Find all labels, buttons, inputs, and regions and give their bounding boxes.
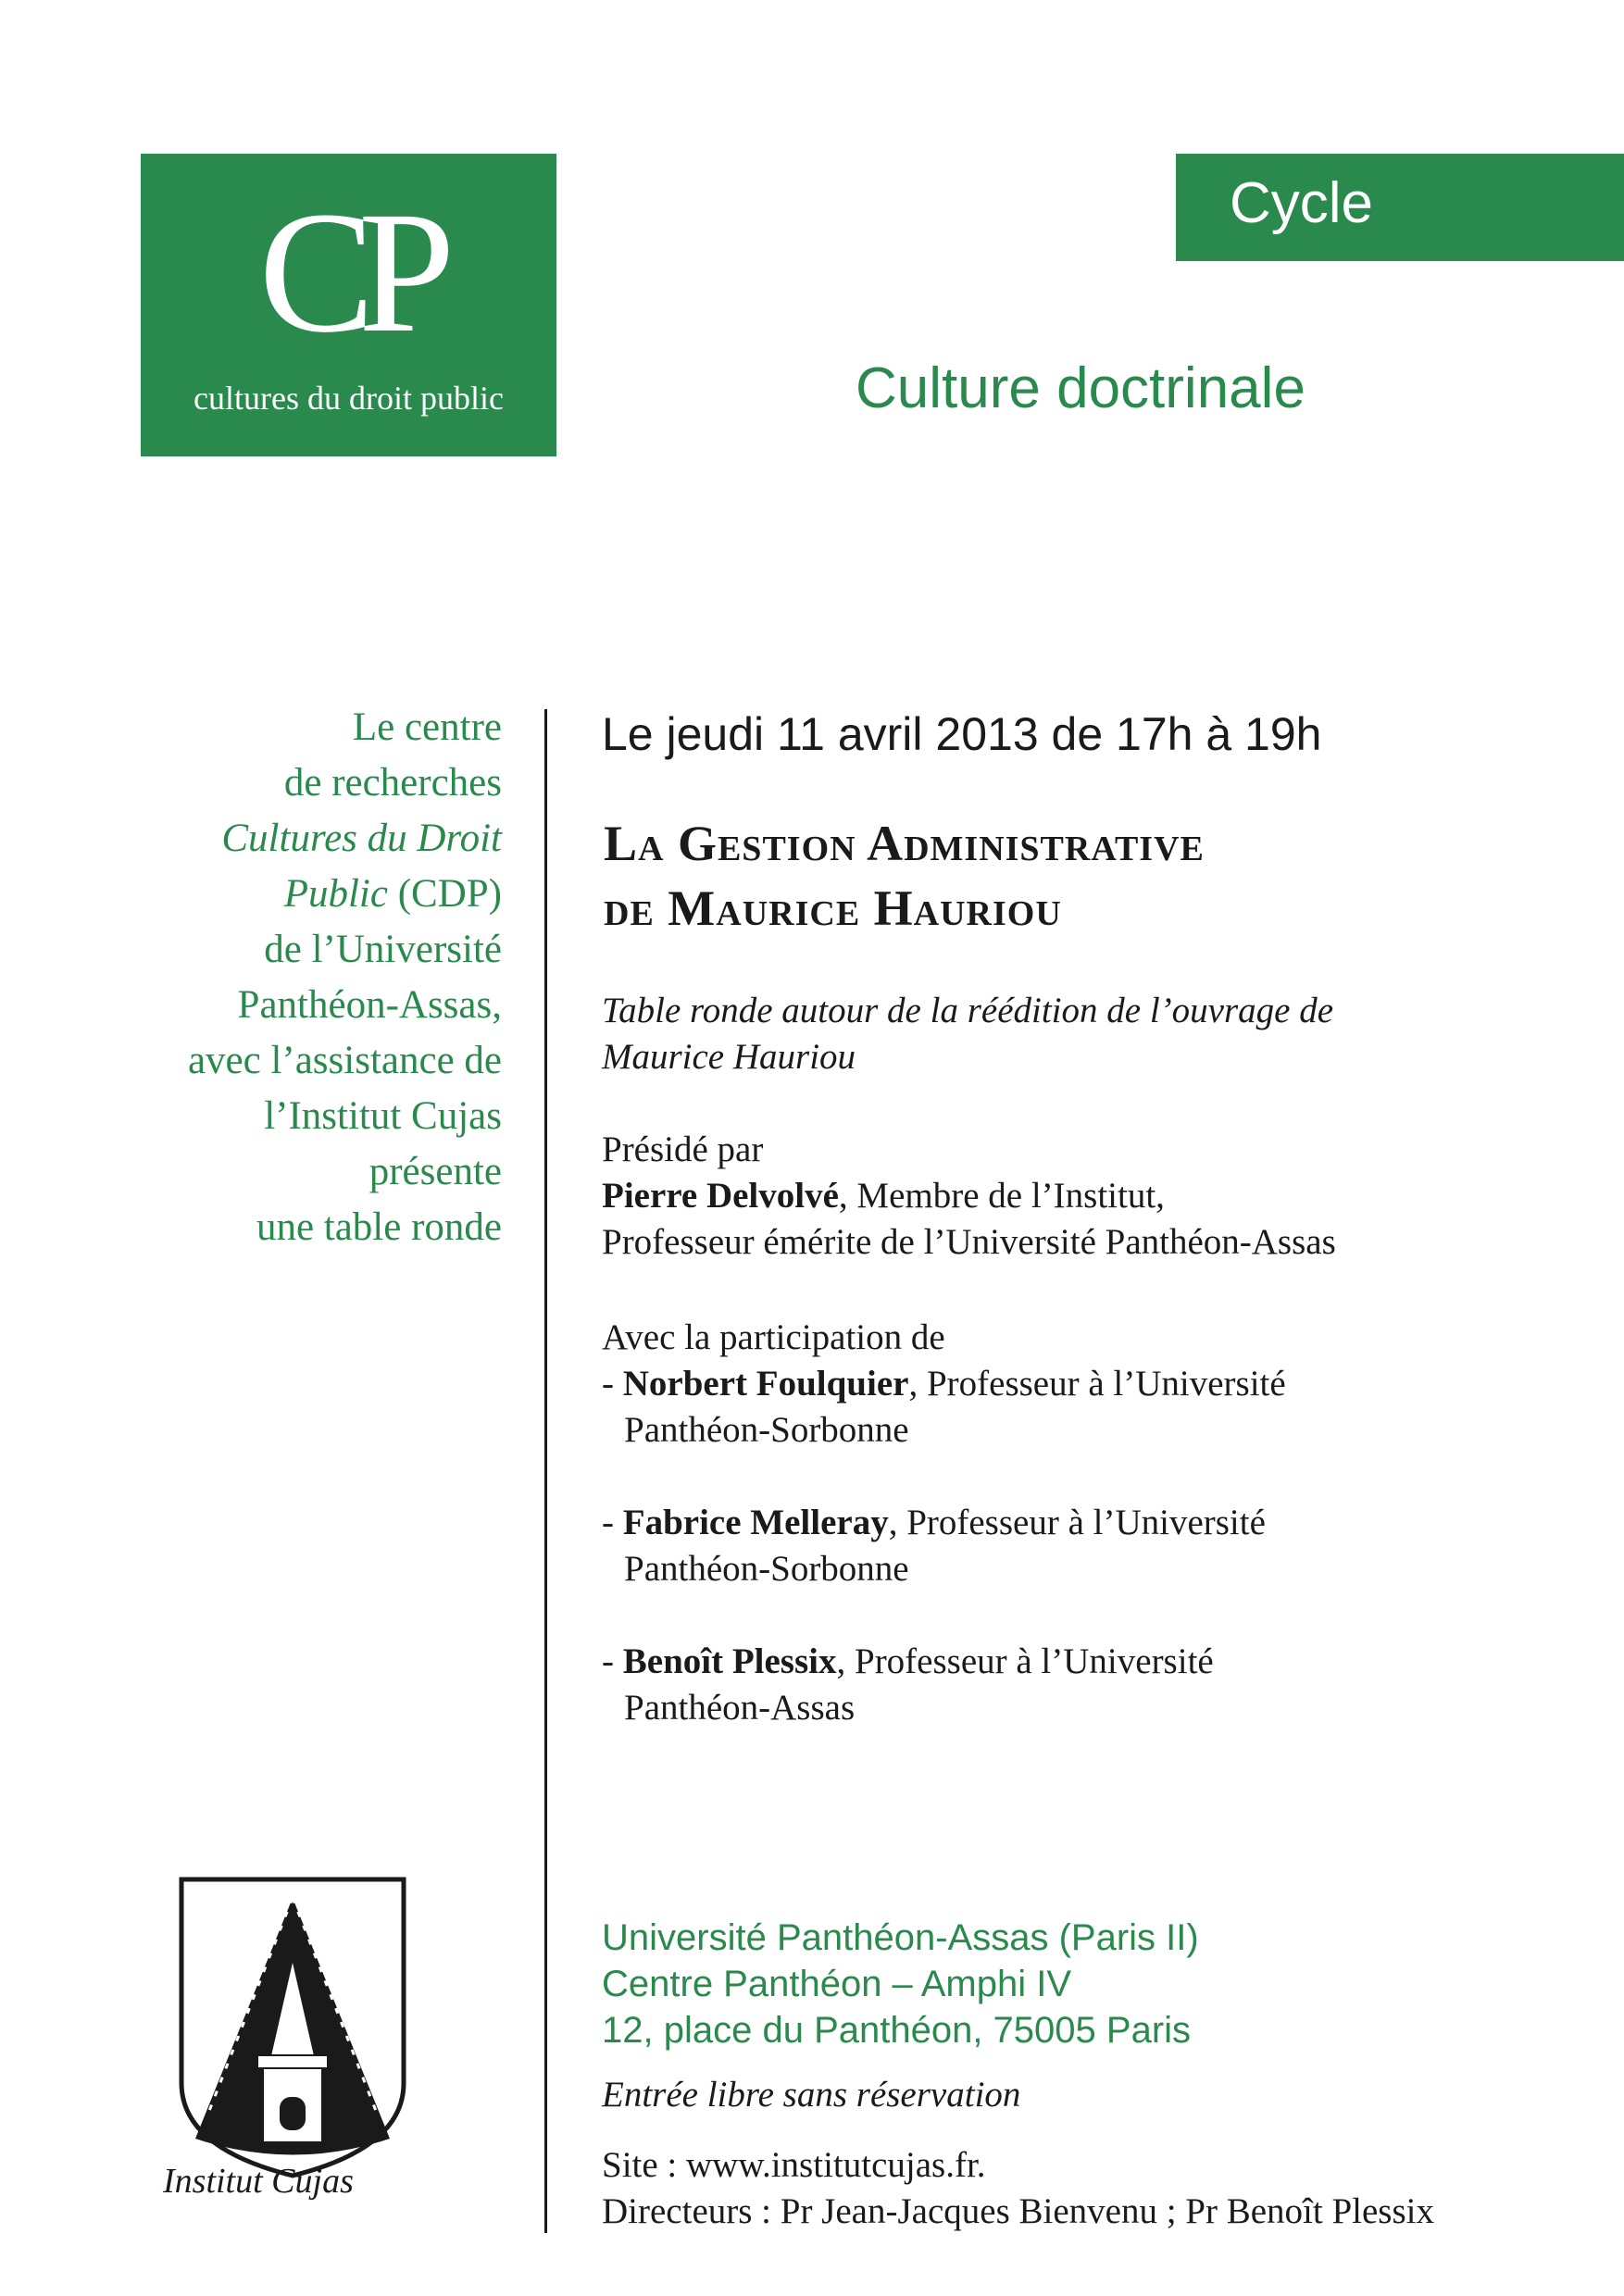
participant-item bbox=[602, 1361, 1286, 1454]
logo-subtitle: cultures du droit public bbox=[194, 380, 504, 417]
intro-line: avec l’assistance de bbox=[187, 1039, 502, 1082]
venue-line: 12, place du Panthéon, 75005 Paris bbox=[602, 2010, 1192, 2051]
presided-line bbox=[602, 1173, 1336, 1219]
site-line: Site : www.institutcujas.fr. bbox=[602, 2145, 986, 2185]
series-title: Culture doctrinale bbox=[856, 356, 1305, 420]
event-subtitle bbox=[602, 988, 1333, 1080]
cp-logo bbox=[141, 154, 556, 456]
event-date: Le jeudi 11 avril 2013 de 17h à 19h bbox=[602, 708, 1322, 760]
cycle-banner bbox=[1176, 154, 1624, 261]
venue-line: Université Panthéon-Assas (Paris II) bbox=[602, 1917, 1199, 1958]
participant-name: Fabrice Melleray bbox=[622, 1503, 889, 1542]
subtitle-line: Maurice Hauriou bbox=[602, 1037, 856, 1077]
cycle-label: Cycle bbox=[1230, 171, 1374, 235]
intro-line: Le centre bbox=[352, 705, 502, 749]
event-title bbox=[604, 811, 1205, 941]
entry-note: Entrée libre sans réservation bbox=[602, 2075, 1021, 2115]
intro-line: une table ronde bbox=[256, 1205, 502, 1249]
participants-heading: Avec la participation de bbox=[602, 1317, 945, 1357]
participant-item bbox=[602, 1500, 1286, 1592]
intro-line: de recherches bbox=[283, 761, 502, 805]
participant-affiliation: Panthéon-Assas bbox=[624, 1688, 856, 1728]
participant-line: - Benoît Plessix, Professeur à l’Université bbox=[602, 1641, 1214, 1681]
presided-heading: Présidé par bbox=[602, 1129, 764, 1169]
intro-rest: (CDP) bbox=[387, 872, 502, 916]
participant-role: , Professeur à l’Université bbox=[836, 1641, 1214, 1681]
intro-line: Panthéon-Assas, bbox=[237, 983, 502, 1027]
participant-affiliation: Panthéon-Sorbonne bbox=[624, 1549, 909, 1589]
participant-name: Norbert Foulquier bbox=[622, 1364, 909, 1404]
participant-item bbox=[602, 1639, 1286, 1731]
participant-role: , Professeur à l’Université bbox=[908, 1364, 1286, 1404]
intro-italic: Public bbox=[283, 872, 388, 916]
event-title-line: de Maurice Hauriou bbox=[604, 880, 1062, 936]
event-title-line: La Gestion Administrative bbox=[604, 816, 1205, 871]
intro-line bbox=[94, 867, 502, 922]
participant-role: , Professeur à l’Université bbox=[888, 1503, 1266, 1542]
presided-role: , Membre de l’Institut, bbox=[838, 1176, 1165, 1216]
intro-line: l’Institut Cujas bbox=[264, 1094, 502, 1138]
footer-info bbox=[602, 2142, 1434, 2235]
logo-letters: CP bbox=[258, 175, 439, 368]
intro-line: de l’Université bbox=[264, 928, 502, 971]
venue-line: Centre Panthéon – Amphi IV bbox=[602, 1964, 1071, 2004]
coat-of-arms-label: Institut Cujas bbox=[163, 2162, 354, 2201]
column-divider bbox=[544, 709, 547, 2233]
participant-line: - Norbert Foulquier, Professeur à l’Université bbox=[602, 1364, 1286, 1404]
participant-line: - Fabrice Melleray, Professeur à l’Université bbox=[602, 1503, 1266, 1542]
participant-affiliation: Panthéon-Sorbonne bbox=[624, 1410, 909, 1450]
presided-role-line: Professeur émérite de l’Université Panthéon-Assas bbox=[602, 1222, 1336, 1262]
participant-name: Benoît Plessix bbox=[622, 1641, 837, 1681]
presided-name: Pierre Delvolvé bbox=[602, 1176, 839, 1216]
venue-info bbox=[602, 1915, 1199, 2053]
participants-section bbox=[602, 1315, 1286, 1778]
subtitle-line: Table ronde autour de la réédition de l’ouvrage de bbox=[602, 991, 1333, 1030]
directors-line: Directeurs : Pr Jean-Jacques Bienvenu ; Pr Benoît Plessix bbox=[602, 2191, 1434, 2231]
intro-text bbox=[94, 700, 502, 1255]
intro-line: présente bbox=[369, 1150, 502, 1193]
presided-section bbox=[602, 1127, 1336, 1266]
intro-line: Cultures du Droit bbox=[221, 817, 502, 860]
